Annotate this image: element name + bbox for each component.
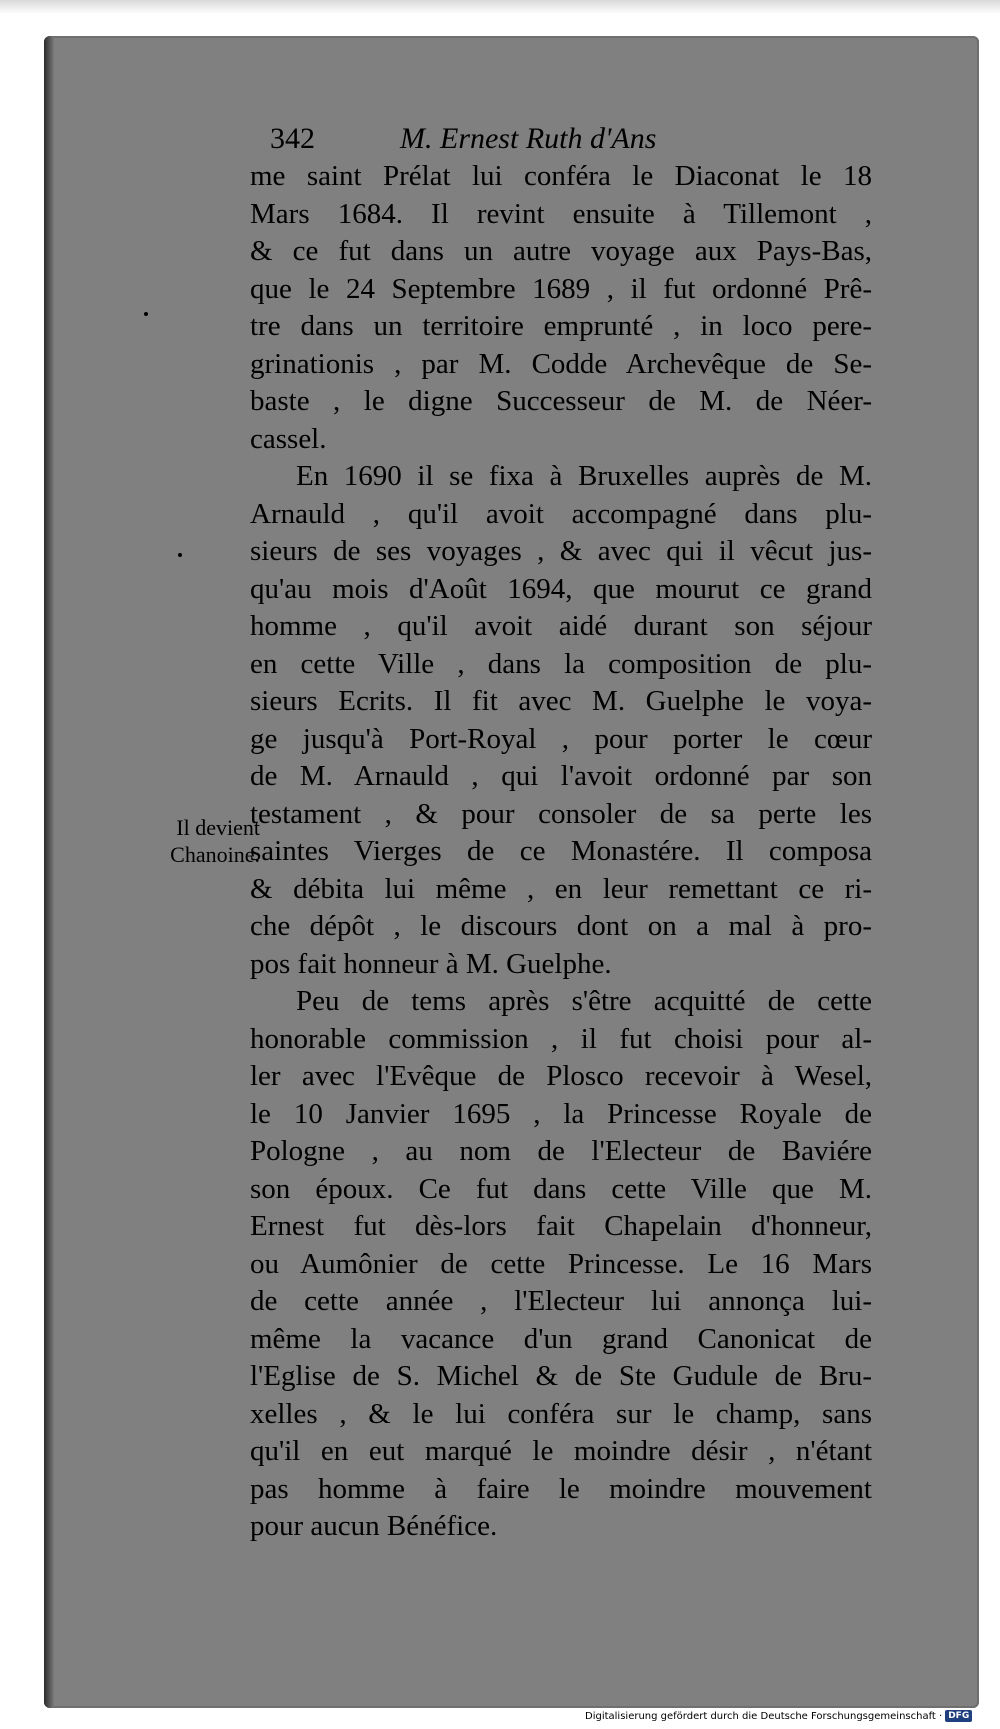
page-text-block [250, 120, 872, 1546]
text-line: Peu de tems après s'être acquitté de cette [296, 985, 872, 1017]
text-line: de M. Arnauld , qui l'avoit ordonné par son [250, 760, 872, 792]
text-line: honorable commission , il fut choisi pour al- [250, 1022, 872, 1055]
margin-note [110, 814, 260, 868]
text-line: cassel. [250, 422, 327, 455]
running-title: M. Ernest Ruth d'Ans [400, 122, 657, 155]
text-line: homme , qu'il avoit aidé durant son séjour [250, 610, 872, 642]
running-header [270, 120, 872, 158]
text-line: che dépôt , le discours dont on a mal à pro- [250, 910, 872, 942]
dfg-logo: DFG [945, 1710, 972, 1722]
text-line: pas homme à faire le moindre mouvement [250, 1472, 872, 1505]
text-line: saintes Vierges de ce Monastére. Il composa [250, 835, 872, 867]
text-line: En 1690 il se fixa à Bruxelles auprès de M. [296, 460, 872, 492]
text-line: & débita lui même , en leur remettant ce ri- [250, 872, 872, 905]
text-line: grinationis , par M. Codde Archevêque de Se- [250, 347, 872, 380]
text-line: pour aucun Bénéfice. [250, 1510, 498, 1542]
text-line: qu'au mois d'Août 1694, que mourut ce grand [250, 572, 872, 605]
text-line: Pologne , au nom de l'Electeur de Baviére [250, 1135, 872, 1167]
text-line: pos fait honneur à M. Guelphe. [250, 947, 612, 980]
text-line: l'Eglise de S. Michel & de Ste Gudule de Bru- [250, 1360, 872, 1392]
text-line: son époux. Ce fut dans cette Ville que M. [250, 1172, 872, 1205]
text-line: tre dans un territoire emprunté , in loco pere- [250, 310, 872, 342]
page-spine-shadow [44, 36, 54, 1708]
footer-credit: Digitalisierung gefördert durch die Deutsche Forschungsgemeinschaft · [585, 1710, 943, 1722]
text-line: même la vacance d'un grand Canonicat de [250, 1322, 872, 1355]
body-text [250, 158, 872, 1546]
text-line: en cette Ville , dans la composition de plu- [250, 647, 872, 680]
text-line: testament , & pour consoler de sa perte les [250, 797, 872, 830]
text-line: de cette année , l'Electeur lui annonça lui- [250, 1285, 872, 1317]
margin-note-line: Chanoine. [170, 842, 260, 867]
text-line: sieurs de ses voyages , & avec qui il vêcut jus- [250, 535, 872, 567]
text-line: Arnauld , qu'il avoit accompagné dans plu- [250, 497, 872, 530]
digitization-footer [585, 1710, 972, 1722]
text-line: ler avec l'Evêque de Plosco recevoir à Wesel, [250, 1060, 872, 1092]
text-line: Ernest fut dès-lors fait Chapelain d'honneur, [250, 1210, 872, 1242]
text-line: ou Aumônier de cette Princesse. Le 16 Mars [250, 1247, 872, 1280]
scan-speck [178, 553, 182, 557]
text-line: sieurs Ecrits. Il fit avec M. Guelphe le voya- [250, 685, 872, 717]
text-line: xelles , & le lui conféra sur le champ, sans [250, 1397, 872, 1430]
text-line: Mars 1684. Il revint ensuite à Tillemont , [250, 197, 872, 230]
text-line: me saint Prélat lui conféra le Diaconat le 18 [250, 160, 872, 192]
text-line: baste , le digne Successeur de M. de Néer- [250, 385, 872, 417]
scan-speck [144, 312, 148, 316]
text-line: que le 24 Septembre 1689 , il fut ordonné Prê- [250, 272, 872, 305]
text-line: ge jusqu'à Port-Royal , pour porter le cœur [250, 722, 872, 755]
text-line: qu'il en eut marqué le moindre désir , n'étant [250, 1435, 872, 1467]
scan-top-edge [0, 0, 1000, 14]
margin-note-line: Il devient [176, 815, 260, 840]
page-number: 342 [270, 122, 315, 155]
text-line: le 10 Janvier 1695 , la Princesse Royale de [250, 1097, 872, 1130]
text-line: & ce fut dans un autre voyage aux Pays-Bas, [250, 235, 872, 267]
